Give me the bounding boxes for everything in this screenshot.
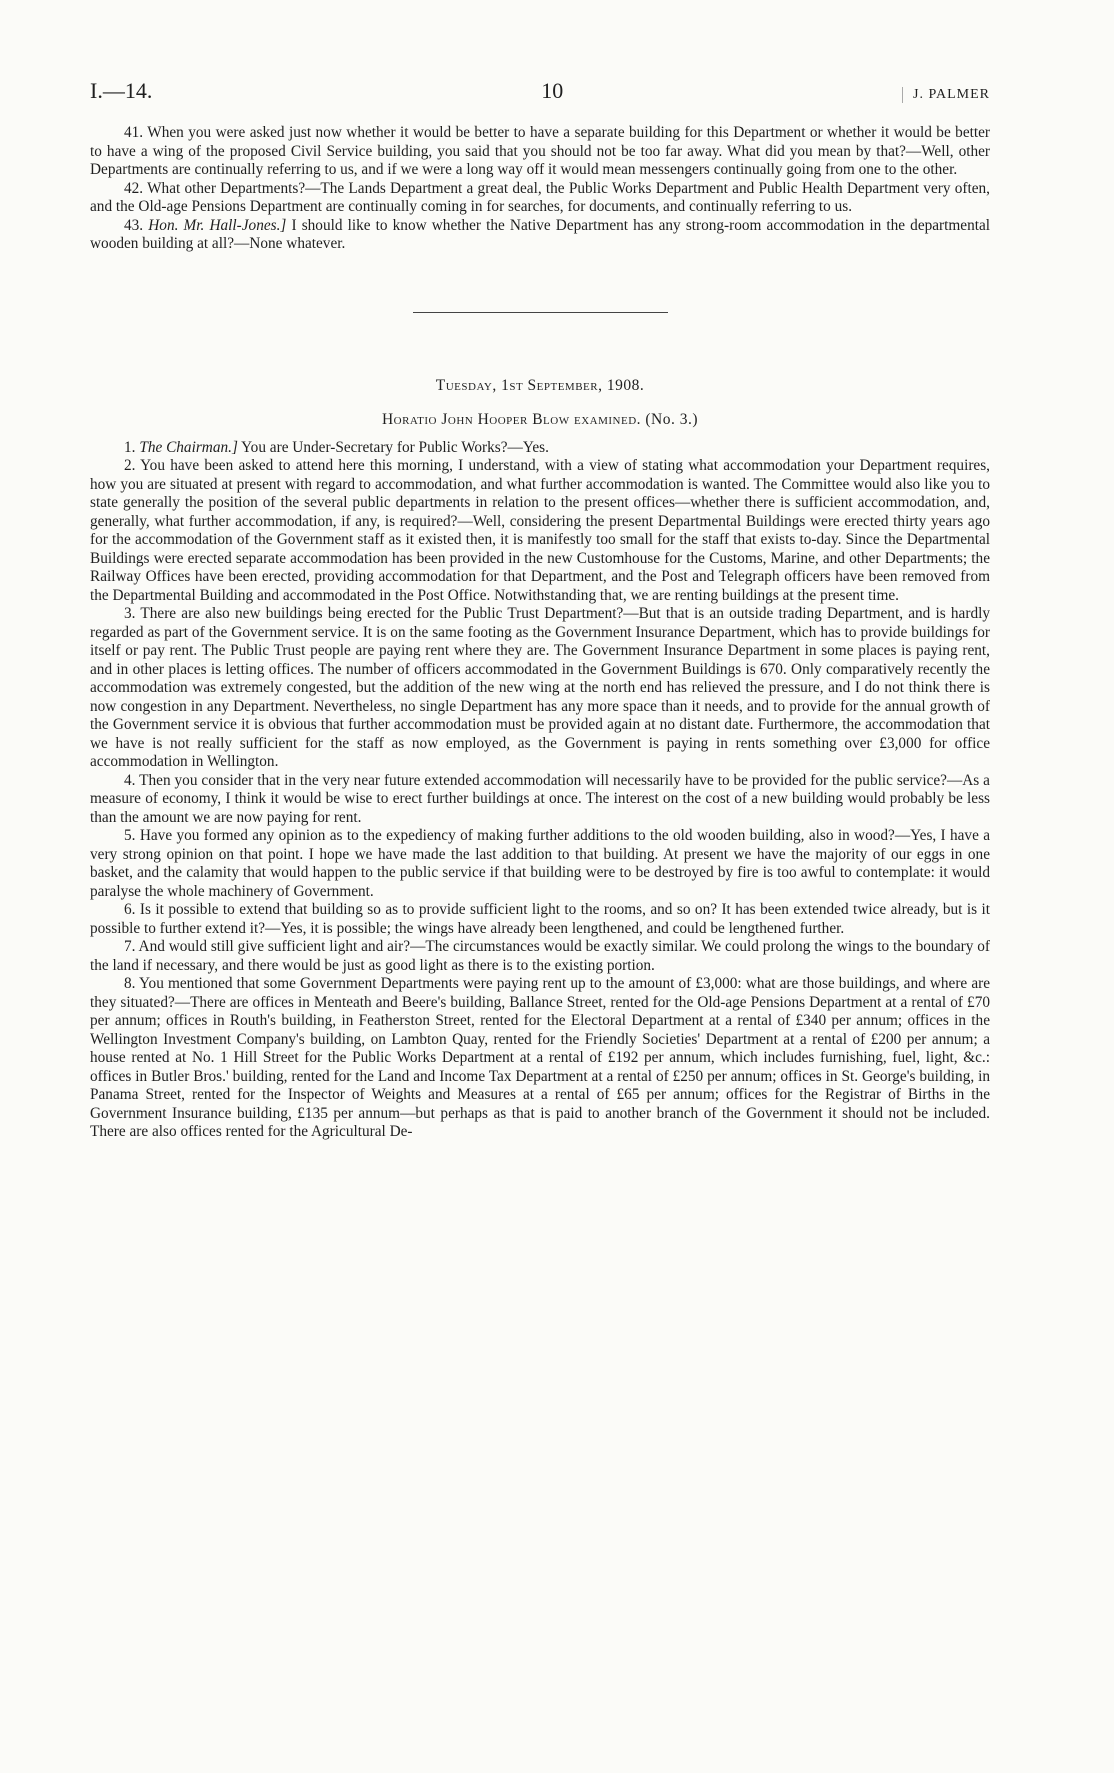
previous-testimony <box>90 124 990 254</box>
page-header <box>90 78 990 104</box>
witness-name: Horatio John Hooper Blow examined. <box>381 410 642 428</box>
section-divider <box>413 312 668 313</box>
question-41: 41. When you were asked just now whether it would be better to have a separate building for this Department or whether it would be better to have a wing of the proposed Civil Service building, you said that you should not be too far away. What did you mean by that?—Well, other Departments are continually referring to us, and if we were a long way off it would mean messengers continually going from one to the other. <box>90 124 990 178</box>
witness-heading <box>90 411 990 429</box>
question-5: 5. Have you formed any opinion as to the expediency of making further additions to the old wooden building, also in wood?—Yes, I have a very strong opinion on that point. I hope we have made the last addition to that building. At present we have the majority of our eggs in one basket, and the calamity that would happen to the public service if that building were to be destroyed by fire is too awful to contemplate: it would paralyse the whole machinery of Government. <box>90 827 990 900</box>
question-4: 4. Then you consider that in the very near future extended accommodation will necessarily have to be provided for the public service?—As a measure of economy, I think it would be wise to erect further buildings at once. The interest on the cost of a new building would probably be less than the amount we are now paying for rent. <box>90 771 990 826</box>
question-8: 8. You mentioned that some Government Departments were paying rent up to the amount of £3,000: what are those buildings, and where are they situated?—There are offices in Menteath and Beere's building, Ballance Street, rented for the Old-age Pensions Department at a rental of £70 per annum; offices in Routh's building, in Featherston Street, rented for the Electoral Department at a rental of £340 per annum; offices in the Wellington Investment Company's building, on Lambton Quay, rented for the Friendly Societies' Department at a rental of £200 per annum; a house rented at No. 1 Hill Street for the Public Works Department at a rental of £192 per annum, which includes furnishing, fuel, light, &c.: offices in Butler Bros.' building, rented for the Land and Income Tax Department at a rental of £250 per annum; offices in St. George's building, in Panama Street, rented for the Inspector of Weights and Measures at a rental of £65 per annum; offices for the Registrar of Births in the Government Insurance building, £135 per annum—but perhaps as that is paid to another branch of the Government it should not be included. There are also offices rented for the Agricultural De- <box>90 975 991 1140</box>
document-reference: I.—14. <box>90 78 153 103</box>
question-7: 7. And would still give sufficient light and air?—The circumstances would be exactly similar. We could prolong the wings to the boundary of the land if necessary, and there would be just as good light as there is to the existing portion. <box>90 938 990 974</box>
question-2: 2. You have been asked to attend here this morning, I understand, with a view of stating what accommodation your Department requires, how you are situated at present with regard to accommodation, and what further accommodation is wanted. The Committee would also like you to state generally the position of the several public departments in relation to the present offices—whether there is sufficient accommodation, and, generally, what further accommodation, if any, is required?—Well, considering the present Departmental Buildings were erected thirty years ago for the accommodation of the Government staff as it existed then, it is manifestly too small for the staff that exists to-day. Since the Departmental Buildings were erected separate accommodation has been provided in the new Customhouse for the Customs, Marine, and other Departments; the Railway Offices have been erected, providing accommodation for that Department, and the Post and Telegraph officers have been removed from the Departmental Building and accommodated in the Post Office. Notwithstanding that, we are renting buildings at the present time. <box>90 457 990 604</box>
question-3: 3. There are also new buildings being erected for the Public Trust Department?—But that is an outside trading Department, and is hardly regarded as part of the Government service. It is on the same footing as the Government Insurance Department, which has to provide buildings for itself or pay rent. The Public Trust people are paying rent where they are. The Government Insurance Department in some places is paying rent, and in other places is letting offices. The number of officers accommodated in the Government Buildings is 670. Only comparatively recently the accommodation was extremely congested, but the addition of the new wing at the north end has relieved the pressure, and I do not think there is now congestion in any Department. Nevertheless, no single Department has any more space than it needs, and to provide for the annual growth of the Government service it is obvious that further accommodation must be provided again at no distant date. Furthermore, the accommodation that we have is not really sufficient for the staff as now employed, as the Government is paying in rents something over £3,000 for office accommodation in Wellington. <box>90 605 990 770</box>
witness-running-head: J. PALMER <box>902 87 990 103</box>
witness-number: (No. 3.) <box>645 410 699 428</box>
question-1: 1. The Chairman.] You are Under-Secretary for Public Works?—Yes. <box>124 438 549 456</box>
question-42: 42. What other Departments?—The Lands Department a great deal, the Public Works Department and Public Health Department very often, and the Old-age Pensions Department are continually coming in for searches, for documents, and continually referring to us. <box>90 179 990 215</box>
question-6: 6. Is it possible to extend that building so as to provide sufficient light to the rooms, and so on? It has been extended twice already, but is it possible to further extend it?—Yes, it is possible; the wings have already been lengthened, and could be lengthened further. <box>90 901 990 937</box>
document-page <box>90 78 990 1142</box>
page-number: 10 <box>541 78 564 103</box>
question-43: 43. Hon. Mr. Hall-Jones.] I should like to know whether the Native Department has any strong-room accommodation in the departmental wooden building at all?—None whatever. <box>90 216 991 252</box>
testimony-body <box>90 439 990 1142</box>
session-date: Tuesday, 1st September, 1908. <box>435 376 645 394</box>
